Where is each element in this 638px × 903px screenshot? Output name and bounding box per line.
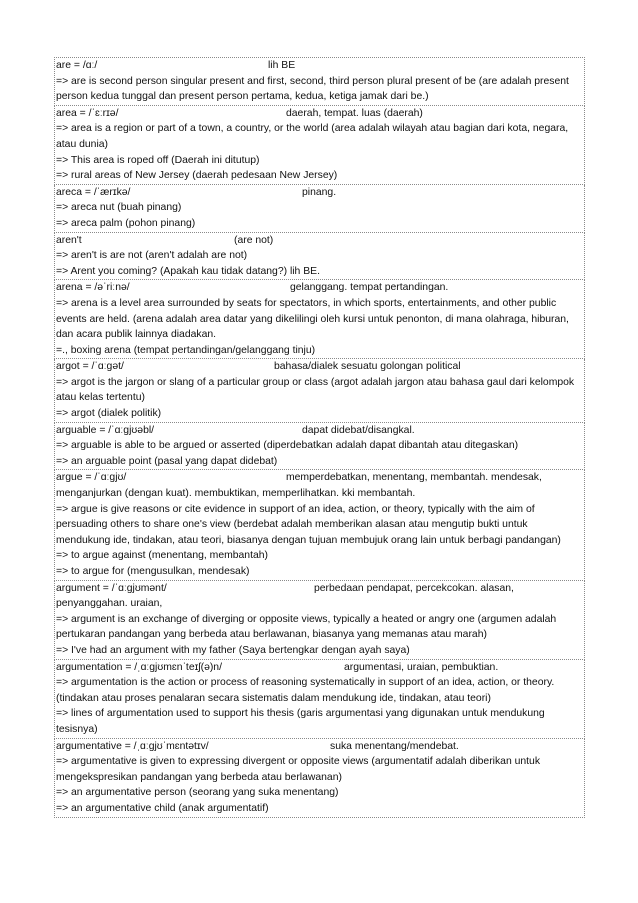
entry-argue bbox=[54, 470, 585, 580]
headword: are = /ɑː/ bbox=[56, 60, 98, 71]
definition-line: => argumentative is given to expressing divergent or opposite views (argumentatif adalah diberikan untuk mengekspresikan pandangan yang berbeda atau berlawanan) bbox=[56, 756, 541, 783]
entry-argumentative bbox=[54, 739, 585, 818]
example-line: => lines of argumentation used to support his thesis (garis argumentasi yang digunakan untuk mendukung tesisnya) bbox=[56, 708, 545, 735]
gloss-continuation: menganjurkan (dengan kuat). membuktikan, memperlihatkan. kki membantah. bbox=[56, 488, 416, 500]
entry-header bbox=[56, 739, 583, 755]
example-line: =., boxing arena (tempat pertandingan/gelanggang tinju) bbox=[56, 344, 316, 356]
entry-area bbox=[54, 106, 585, 185]
entry-arena bbox=[54, 280, 585, 359]
example-line: => Arent you coming? (Apakah kau tidak datang?) lih BE. bbox=[56, 265, 320, 277]
gloss: dapat didebat/disangkal. bbox=[302, 424, 415, 436]
headword: argumentative = /ˌɑːgjʊˈmɛntətɪv/ bbox=[56, 740, 209, 752]
dictionary-page bbox=[54, 57, 585, 818]
example-line: => argot (dialek politik) bbox=[56, 408, 162, 420]
definition-line: => arguable is able to be argued or asserted (diperdebatkan adalah dapat dibantah atau ditegaskan) bbox=[56, 440, 519, 452]
example-line: => This area is roped off (Daerah ini ditutup) bbox=[56, 154, 260, 166]
gloss: gelanggang. tempat pertandingan. bbox=[290, 282, 449, 294]
gloss: suka menentang/mendebat. bbox=[330, 740, 459, 752]
headword: argue = /ˈɑːgjʊ/ bbox=[56, 472, 127, 484]
definition-line: => argot is the jargon or slang of a particular group or class (argot adalah jargon atau bahasa gaul dari kelompok atau kelas tertentu) bbox=[56, 376, 575, 404]
headword: aren't bbox=[56, 234, 82, 246]
headword: argument = /ˈɑːgjʊmənt/ bbox=[56, 582, 167, 594]
definition-line: => area is a region or part of a town, a country, or the world (area adalah wilayah atau bagian dari kota, negara, atau dunia) bbox=[56, 123, 569, 150]
example-line: => to argue against (menentang, membantah) bbox=[56, 550, 268, 562]
gloss: memperdebatkan, menentang, membantah. mendesak, bbox=[286, 472, 542, 484]
example-line: => an argumentative child (anak argumentatif) bbox=[56, 802, 269, 814]
example-line: => rural areas of New Jersey (daerah pedesaan New Jersey) bbox=[56, 170, 338, 182]
headword: arena = /əˈriːnə/ bbox=[56, 282, 130, 294]
definition-line: => aren't is are not (aren't adalah are not) bbox=[56, 250, 248, 262]
definition-line: => argue is give reasons or cite evidence in support of an idea, action, or theory, typically with the aim of persuading others to share one's view (berdebat adalah memberikan alasan atau mengutip bukti untuk mendukung ide, tindakan, atau teori, biasanya dengan tujuan membujuk orang lain untuk berbagi pandangan) bbox=[56, 503, 561, 546]
gloss: bahasa/dialek sesuatu golongan political bbox=[274, 361, 461, 373]
example-line: => areca palm (pohon pinang) bbox=[56, 217, 196, 229]
gloss: lih BE bbox=[268, 60, 296, 71]
definition-line: => arena is a level area surrounded by seats for spectators, in which sports, entertainments, and other public events are held. (arena adalah area datar yang dikelilingi oleh kursi untuk penonton, di mana olahraga, hiburan, dan acara publik lainnya diadakan. bbox=[56, 297, 569, 341]
headword: arguable = /ˈɑːgjʊəbl/ bbox=[56, 424, 155, 436]
entry-areca bbox=[54, 185, 585, 233]
definition-line: => argumentation is the action or process of reasoning systematically in support of an idea, action, or theory. (tindakan atau proses penalaran secara sistematis dalam mendukung ide, tindakan, atau teori) bbox=[56, 677, 555, 704]
entry-header bbox=[56, 660, 583, 676]
entry-arguable bbox=[54, 423, 585, 471]
entry-header bbox=[56, 106, 583, 122]
gloss: pinang. bbox=[302, 186, 337, 198]
entry-argot bbox=[54, 359, 585, 422]
entry-argument bbox=[54, 581, 585, 660]
entry-argumentation bbox=[54, 660, 585, 739]
entry-arent bbox=[54, 233, 585, 281]
example-line: => areca nut (buah pinang) bbox=[56, 202, 182, 214]
example-line: => an argumentative person (seorang yang suka menentang) bbox=[56, 787, 339, 799]
headword: area = /ˈɛːrɪə/ bbox=[56, 107, 119, 119]
gloss: perbedaan pendapat, percekcokan. alasan, bbox=[314, 582, 514, 594]
gloss-continuation: penyanggahan. uraian, bbox=[56, 598, 163, 610]
example-line: => to argue for (mengusulkan, mendesak) bbox=[56, 566, 250, 577]
gloss: argumentasi, uraian, pembuktian. bbox=[344, 661, 499, 673]
definition-line: => argument is an exchange of diverging or opposite views, typically a heated or angry one (argumen adalah pertukaran pandangan yang berbeda atau berlawanan, biasanya yang memanas atau marah) bbox=[56, 613, 557, 641]
definition-line: => are is second person singular present and first, second, third person plural present of be (are adalah present person kedua tunggal dan present person pertama, kedua, ketiga jamak dari be.) bbox=[56, 75, 569, 103]
example-line: => an arguable point (pasal yang dapat didebat) bbox=[56, 455, 278, 467]
gloss: (are not) bbox=[234, 234, 274, 246]
entry-header bbox=[56, 581, 583, 597]
example-line: => I've had an argument with my father (Saya bertengkar dengan ayah saya) bbox=[56, 644, 410, 656]
entry-header bbox=[56, 359, 583, 375]
headword: argot = /ˈɑːgət/ bbox=[56, 361, 124, 373]
entry-header bbox=[56, 470, 583, 486]
entry-header bbox=[56, 185, 583, 201]
headword: areca = /ˈærɪkə/ bbox=[56, 186, 131, 198]
gloss: daerah, tempat. luas (daerah) bbox=[286, 107, 423, 119]
entry-header bbox=[56, 423, 583, 439]
entry-header bbox=[56, 280, 583, 296]
entry-header bbox=[56, 58, 583, 74]
headword: argumentation = /ˌɑːgjʊmɛnˈteɪʃ(ə)n/ bbox=[56, 661, 222, 673]
entry-are bbox=[54, 57, 585, 106]
entry-header bbox=[56, 233, 583, 249]
